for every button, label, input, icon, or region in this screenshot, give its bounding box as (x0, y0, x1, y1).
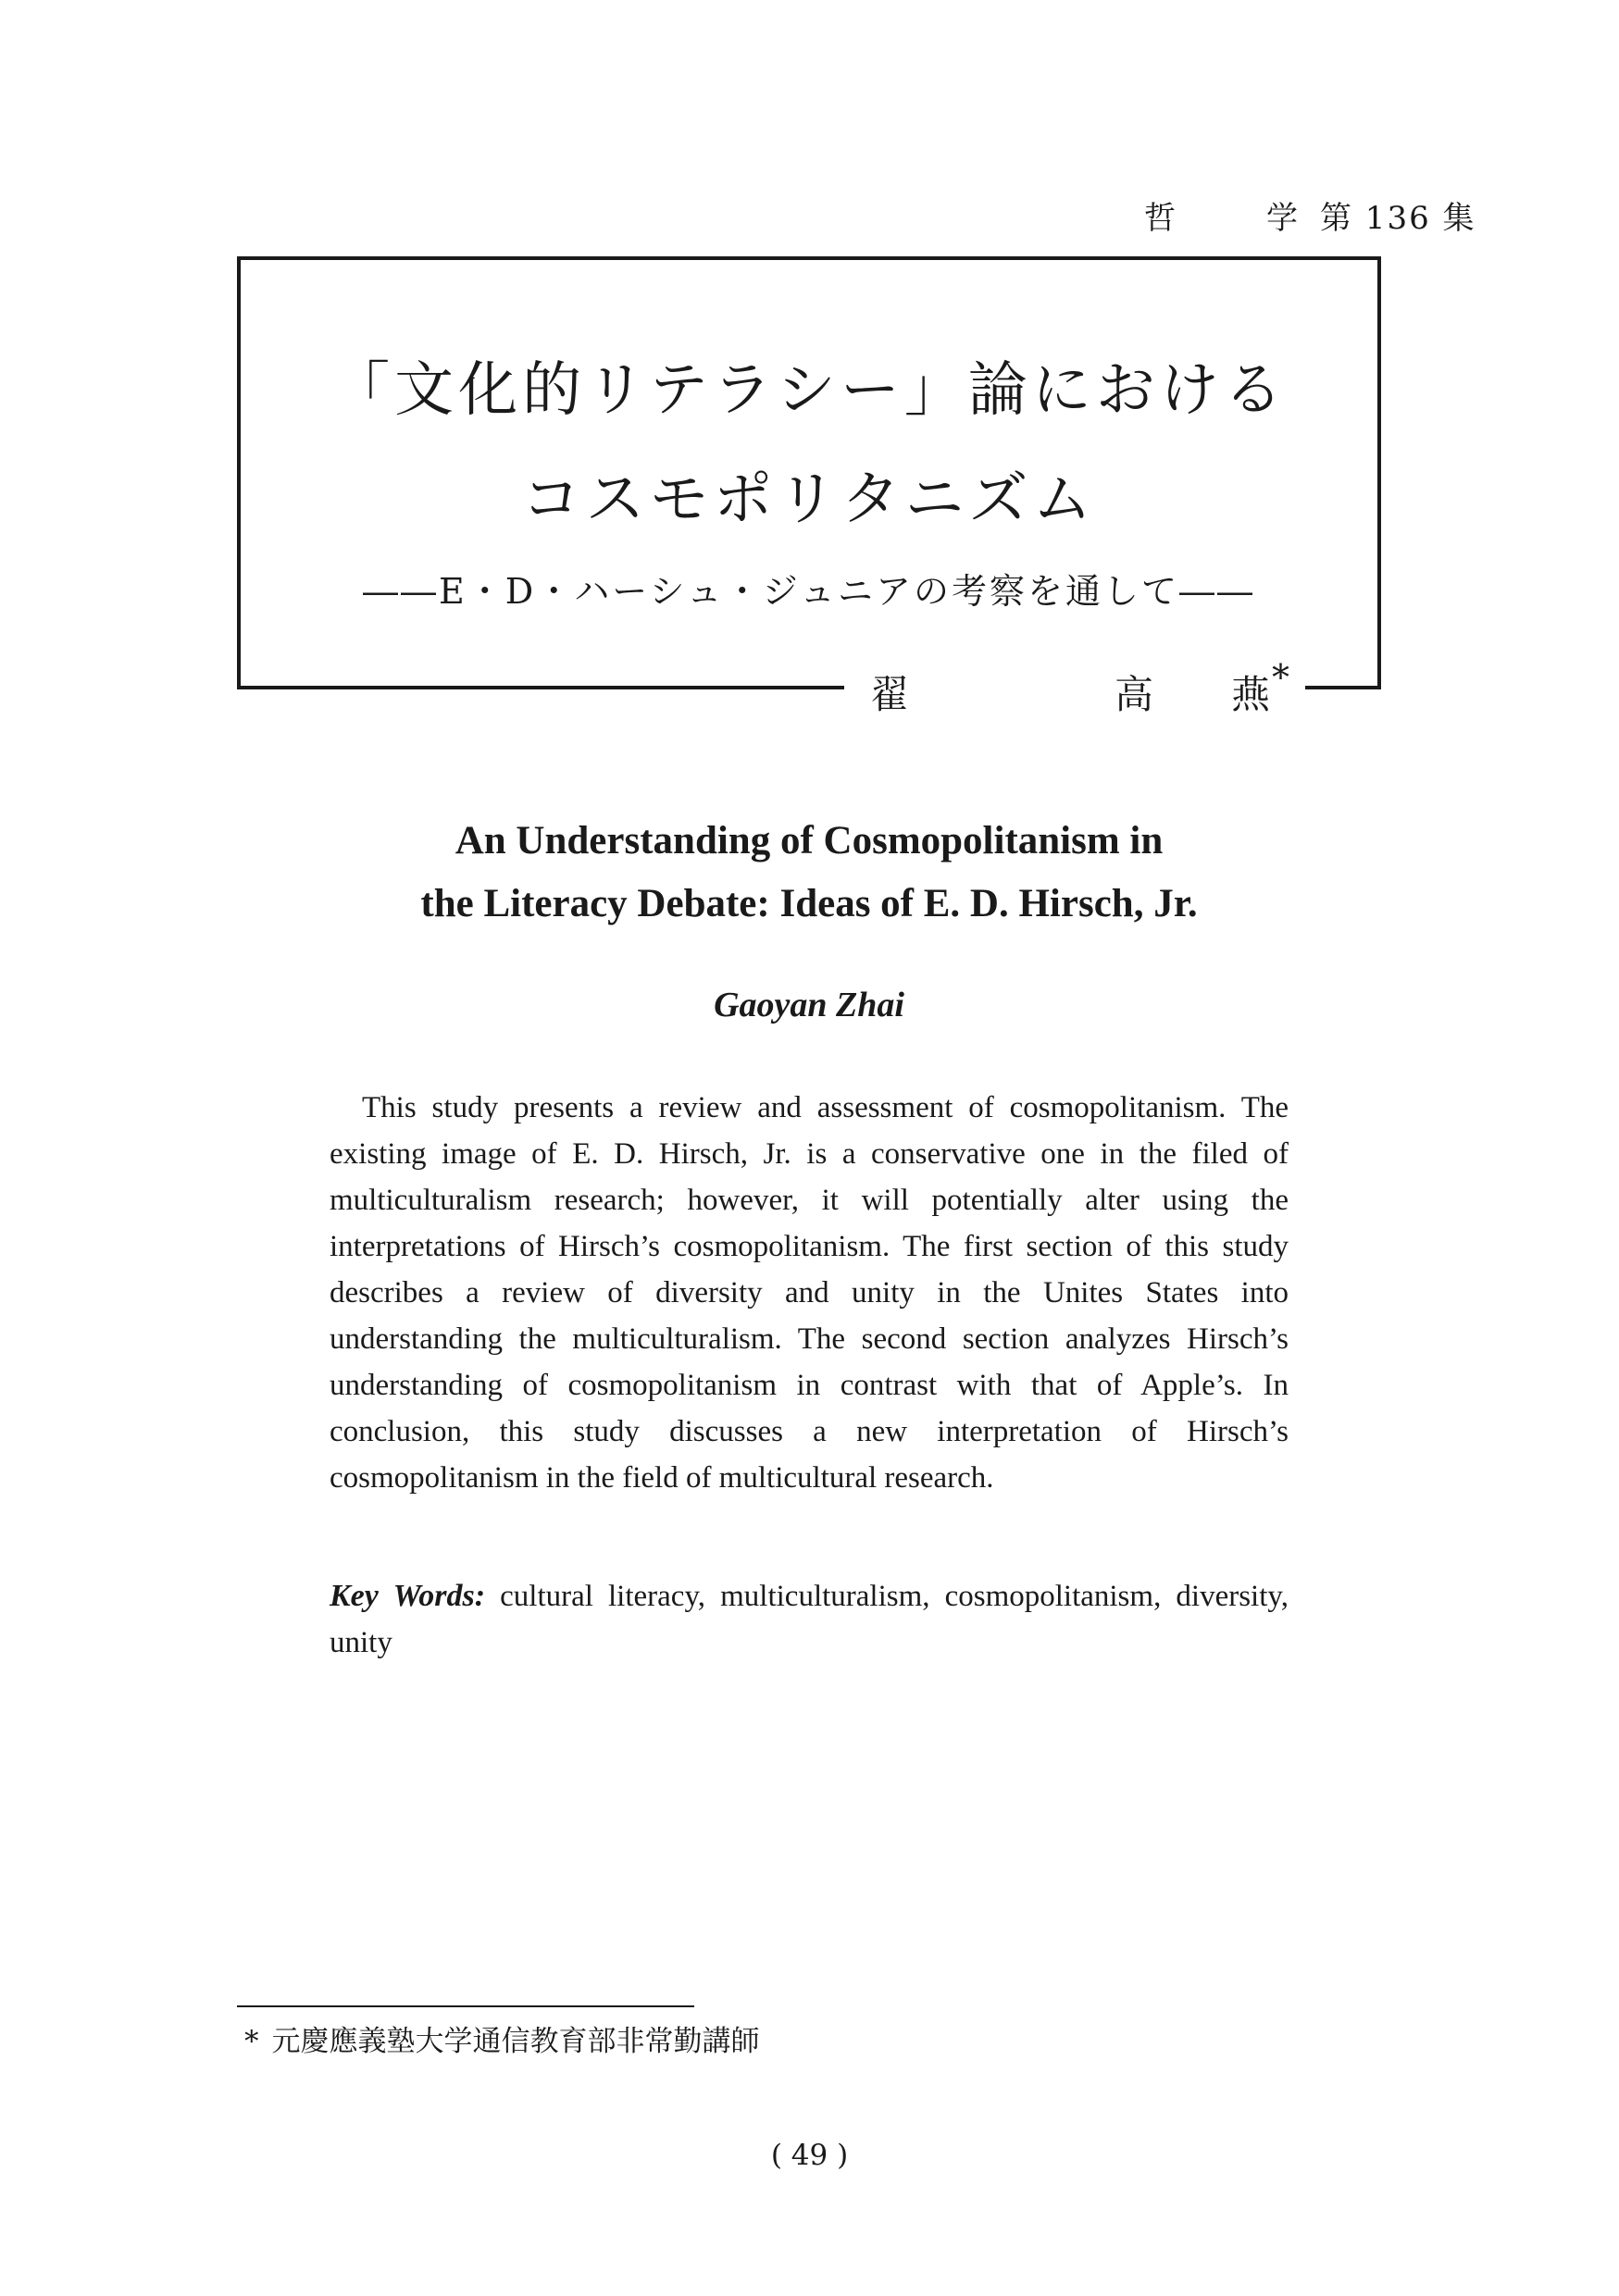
japanese-title-line-2: コスモポリタニズム (521, 465, 1097, 534)
journal-name-char-2: 学 (1266, 200, 1300, 237)
footnote-rule (237, 2005, 694, 2007)
author-name-char-3: 燕 (1231, 672, 1271, 717)
abstract: This study presents a review and assessment of cosmopolitanism. The existing image of E. D. Hirsch, Jr. is a conservative one in the filed of multiculturalism research; however, it will potentially alter using the interpretations of Hirsch’s cosmopolitanism. The first section of this study describes a review of diversity and unity in the Unites States into understanding the multiculturalism. The second section analyzes Hirsch’s understanding of cosmopolitanism in contrast with that of Apple’s. In conclusion, this study discusses a new interpretation of Hirsch’s cosmopolitanism in the field of multicultural research. (330, 1091, 1289, 1495)
footnote (244, 2017, 760, 2059)
keywords-text: cultural literacy, multiculturalism, cosmopolitanism, diversity, unity (330, 1580, 1289, 1659)
title-frame-bottom-rule-right (1305, 686, 1381, 689)
title-frame-bottom-rule-left (237, 686, 844, 689)
author-name-char-1: 翟 (870, 672, 910, 717)
author-footnote-marker: * (1272, 657, 1289, 698)
japanese-title-line-1: 「文化的リテラシー」論における (330, 356, 1288, 425)
footnote-marker: * (244, 2025, 259, 2058)
english-author: Gaoyan Zhai (714, 986, 904, 1024)
japanese-subtitle: ――E・D・ハーシュ・ジュニアの考察を通して―― (363, 571, 1255, 612)
author-name-char-2: 高 (1115, 672, 1154, 717)
journal-header (1144, 192, 1476, 238)
english-title-line-2: the Literacy Debate: Ideas of E. D. Hirsch, Jr. (420, 882, 1198, 925)
journal-name-char-1: 哲 (1144, 200, 1177, 237)
keywords (330, 1573, 1289, 1666)
english-title-line-1: An Understanding of Cosmopolitanism in (455, 819, 1164, 863)
page-number: ( 49 ) (770, 2139, 849, 2172)
footnote-text: 元慶應義塾大学通信教育部非常勤講師 (271, 2025, 760, 2058)
journal-volume: 第 136 集 (1320, 200, 1476, 237)
keywords-label: Key Words: (330, 1579, 486, 1613)
